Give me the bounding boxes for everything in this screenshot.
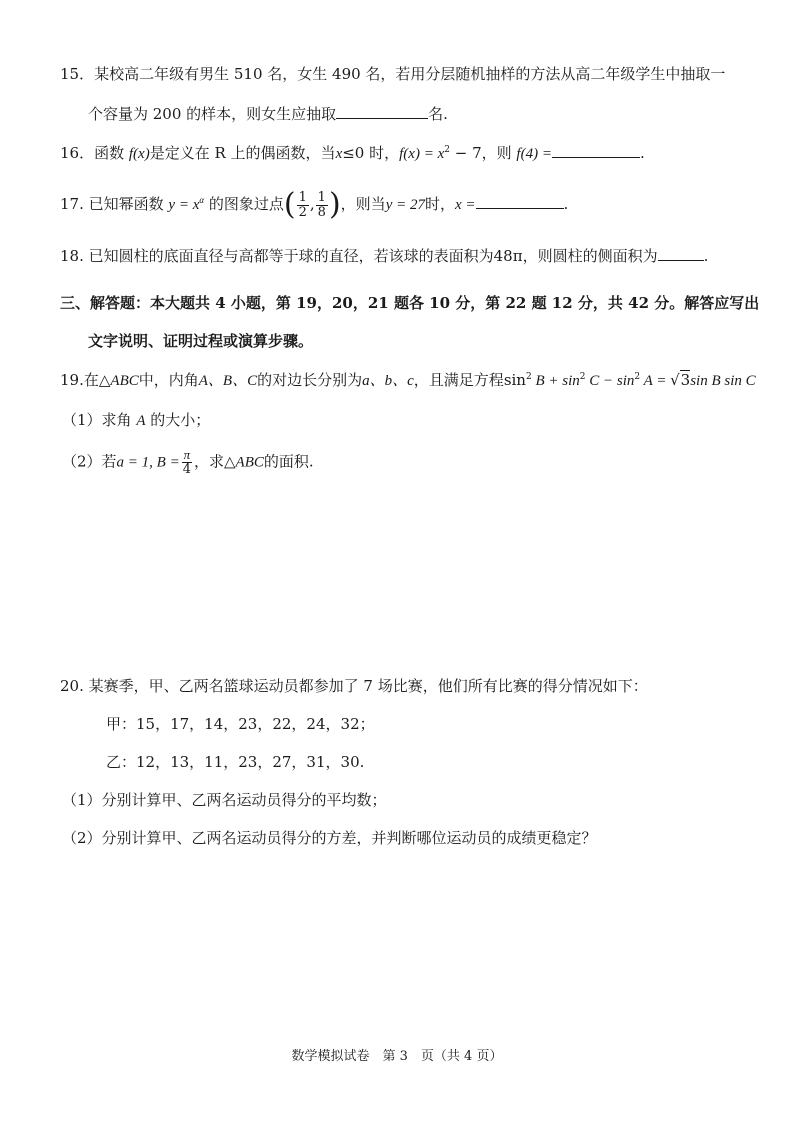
q19-part1-pre: （1）求角 (62, 411, 132, 429)
q17-power-function: y = x (168, 197, 200, 213)
q15-line2 (88, 104, 448, 124)
q19-four: 4 (182, 462, 191, 477)
q19-sqrt-value: 3 (680, 371, 691, 389)
q16-end: . (639, 144, 645, 162)
q17-frac1-num: 1 (298, 189, 307, 205)
q17-left-paren: ( (283, 187, 296, 222)
q19-pre: 19.在△ (60, 371, 111, 389)
q16-line (60, 143, 645, 164)
q17-text-mid3: 时， (424, 195, 455, 213)
q16-fx: f(x) (128, 146, 150, 162)
q19-mid2: 的对边长分别为 (257, 371, 363, 389)
q17-end: . (563, 195, 569, 213)
q17-text-mid: 的图象过点 (208, 195, 284, 213)
q19-angles: A、B、C (198, 373, 258, 389)
q19-eq-c: C − sin (585, 373, 635, 389)
q19-part2-abc: ABC (235, 454, 264, 471)
q18-line (60, 246, 708, 266)
q19-triangle: ABC (110, 373, 139, 389)
q16-text-pre: 函数 (94, 144, 125, 162)
q15-line1: 15．某校高二年级有男生 510 名，女生 490 名，若用分层随机抽样的方法从高二年级学生中抽取一 (60, 65, 726, 83)
q16-text-mid: 是定义在 R 上的偶函数，当 (149, 144, 336, 162)
q19-eq-a: sin (503, 371, 526, 389)
q16-tail: − 7，则 (449, 144, 512, 162)
page-footer: 数学模拟试卷 第 3 页（共 4 页） (291, 1049, 503, 1064)
q19-mid3: ，且满足方程 (413, 371, 504, 389)
section3-heading-line2: 文字说明、证明过程或演算步骤。 (88, 332, 314, 350)
q19-eq-b: B + sin (531, 373, 580, 389)
q16-fx-def: f(x) = x (399, 146, 445, 162)
q17-alpha: α (199, 195, 205, 205)
q18-end: . (703, 247, 709, 265)
q19-sq2: 2 (579, 372, 586, 382)
q19-pi: π (183, 447, 191, 462)
answer-blank-16 (552, 143, 640, 158)
q19-part1-post: 的大小； (150, 411, 211, 429)
q17-text-mid2: ，则当 (340, 195, 386, 213)
q16-exponent: 2 (444, 145, 450, 155)
q20-part1: （1）分别计算甲、乙两名运动员得分的平均数； (62, 791, 387, 809)
q19-sq1: 2 (525, 372, 532, 382)
q20-yi-scores: 乙：12，13，11，23，27，31，30. (106, 753, 365, 771)
answer-blank-17 (476, 194, 564, 209)
q19-part2-pre: （2）若 (62, 452, 117, 471)
q19-part2-post: 的面积. (263, 452, 314, 471)
q20-jia-scores: 甲：15，17，14，23，22，24，32； (106, 715, 375, 733)
q15-line2-text: 个容量为 200 的样本，则女生应抽取 (88, 105, 337, 123)
q17-x-eq: x = (454, 197, 476, 213)
q16-cond-var: x (335, 146, 343, 162)
q16-number: 16． (60, 144, 95, 162)
q16-f4: f(4) = (516, 146, 552, 162)
q20-stem: 20. 某赛季，甲、乙两名篮球运动员都参加了 7 场比赛，他们所有比赛的得分情况如下： (60, 677, 648, 695)
q17-number: 17. (60, 195, 89, 213)
q19-part2-mid: ，求△ (194, 452, 236, 471)
q19-part1-var: A (136, 413, 146, 429)
q19-mid: 中，内角 (138, 371, 199, 389)
q19-pi-over-4 (181, 448, 193, 477)
q20-part2: （2）分别计算甲、乙两名运动员得分的方差，并判断哪位运动员的成绩更稳定？ (62, 829, 597, 847)
answer-blank-15 (336, 104, 428, 119)
q19-part2-cond: a = 1, B = (116, 454, 180, 471)
q19-sqrt-sign: √ (670, 371, 680, 389)
q19-eq-e: sin B sin C (690, 373, 756, 389)
q17-frac2-num: 1 (317, 189, 326, 205)
q19-part2 (62, 448, 314, 482)
q17-fraction-1 (297, 191, 309, 220)
q17-frac1-den: 2 (298, 204, 307, 220)
q17-text-pre: 已知幂函数 (88, 195, 164, 213)
q16-cond-rest: ≤0 时， (342, 144, 400, 162)
q17-line: 17. 已知幂函数 $y = x^\alpha$ 的图象过点( $\frac{1}{2}$ , $\frac{1}{8}$ )，则当y = 27时，x = . (60, 187, 569, 222)
q15-line2-end: 名. (428, 105, 448, 123)
section3-heading-line1: 三、解答题：本大题共 4 小题，第 19，20，21 题各 10 分，第 22 题 12 分，共 42 分。解答应写出 (60, 294, 760, 312)
q17-fraction-2 (316, 191, 328, 220)
q19-sq3: 2 (634, 372, 641, 382)
q19-eq-d: A = (640, 373, 671, 389)
q17-frac2-den: 8 (317, 204, 326, 220)
q19-part1 (62, 410, 210, 431)
q19-stem (60, 370, 756, 391)
q17-right-paren: ) (328, 187, 341, 222)
q19-sides: a、b、c (362, 373, 414, 389)
q18-text: 18. 已知圆柱的底面直径与高都等于球的直径，若该球的表面积为48π，则圆柱的侧面积为 (60, 247, 658, 265)
q17-y27: y = 27 (385, 197, 425, 213)
answer-blank-18 (658, 246, 704, 261)
